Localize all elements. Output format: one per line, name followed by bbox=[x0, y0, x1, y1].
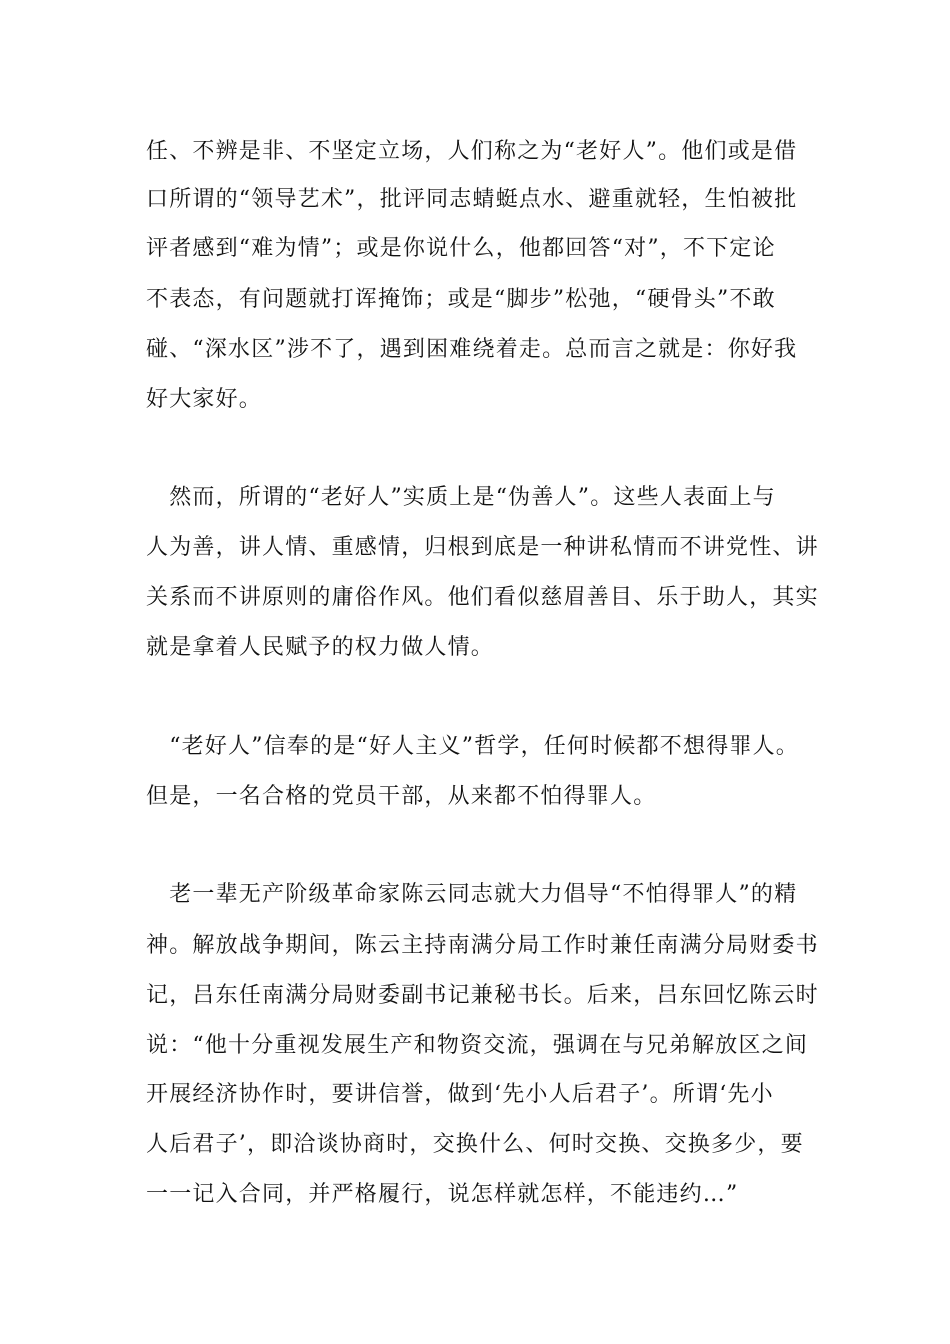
paragraph-1-line-1: 任、不辨是非、不坚定立场，人们称之为“老好人”。他们或是借 bbox=[146, 139, 798, 164]
paragraph-2-line-4: 就是拿着人民赋予的权力做人情。 bbox=[146, 635, 495, 660]
paragraph-2-line-3: 关系而不讲原则的庸俗作风。他们看似慈眉善目、乐于助人，其实 bbox=[146, 585, 819, 610]
paragraph-4-line-4: 说：“他十分重视发展生产和物资交流，强调在与兄弟解放区之间 bbox=[146, 1033, 809, 1058]
paragraph-1-line-3: 评者感到“难为情”；或是你说什么，他都回答“对”，不下定论 bbox=[146, 236, 776, 261]
paragraph-1-line-4: 不表态，有问题就打诨掩饰；或是“脚步”松弛，“硬骨头”不敢 bbox=[146, 287, 776, 312]
paragraph-4-line-6: 人后君子’，即洽谈协商时，交换什么、何时交换、交换多少，要 bbox=[146, 1132, 804, 1157]
paragraph-4-line-3: 记，吕东任南满分局财委副书记兼秘书长。后来，吕东回忆陈云时 bbox=[146, 983, 819, 1008]
paragraph-4-line-5: 开展经济协作时，要讲信誉，做到‘先小人后君子’。所谓‘先小 bbox=[146, 1082, 774, 1107]
paragraph-4-line-2: 神。解放战争期间，陈云主持南满分局工作时兼任南满分局财委书 bbox=[146, 933, 819, 958]
paragraph-2-line-1: 然而，所谓的“老好人”实质上是“伪善人”。这些人表面上与 bbox=[146, 485, 776, 510]
paragraph-4-line-1: 老一辈无产阶级革命家陈云同志就大力倡导“不怕得罪人”的精 bbox=[146, 882, 798, 907]
paragraph-1-line-2: 口所谓的“领导艺术”，批评同志蜻蜓点水、避重就轻，生怕被批 bbox=[146, 187, 798, 212]
paragraph-3-line-1: “老好人”信奉的是“好人主义”哲学，任何时候都不想得罪人。 bbox=[146, 734, 799, 759]
paragraph-2-line-2: 人为善，讲人情、重感情，归根到底是一种讲私情而不讲党性、讲 bbox=[146, 535, 819, 560]
paragraph-3-line-2: 但是，一名合格的党员干部，从来都不怕得罪人。 bbox=[146, 784, 657, 809]
paragraph-1-line-5: 碰、“深水区”涉不了，遇到困难绕着走。总而言之就是：你好我 bbox=[146, 337, 798, 362]
paragraph-1-line-6: 好大家好。 bbox=[146, 387, 263, 412]
paragraph-4-line-7: 一一记入合同，并严格履行，说怎样就怎样，不能违约…” bbox=[146, 1182, 739, 1207]
